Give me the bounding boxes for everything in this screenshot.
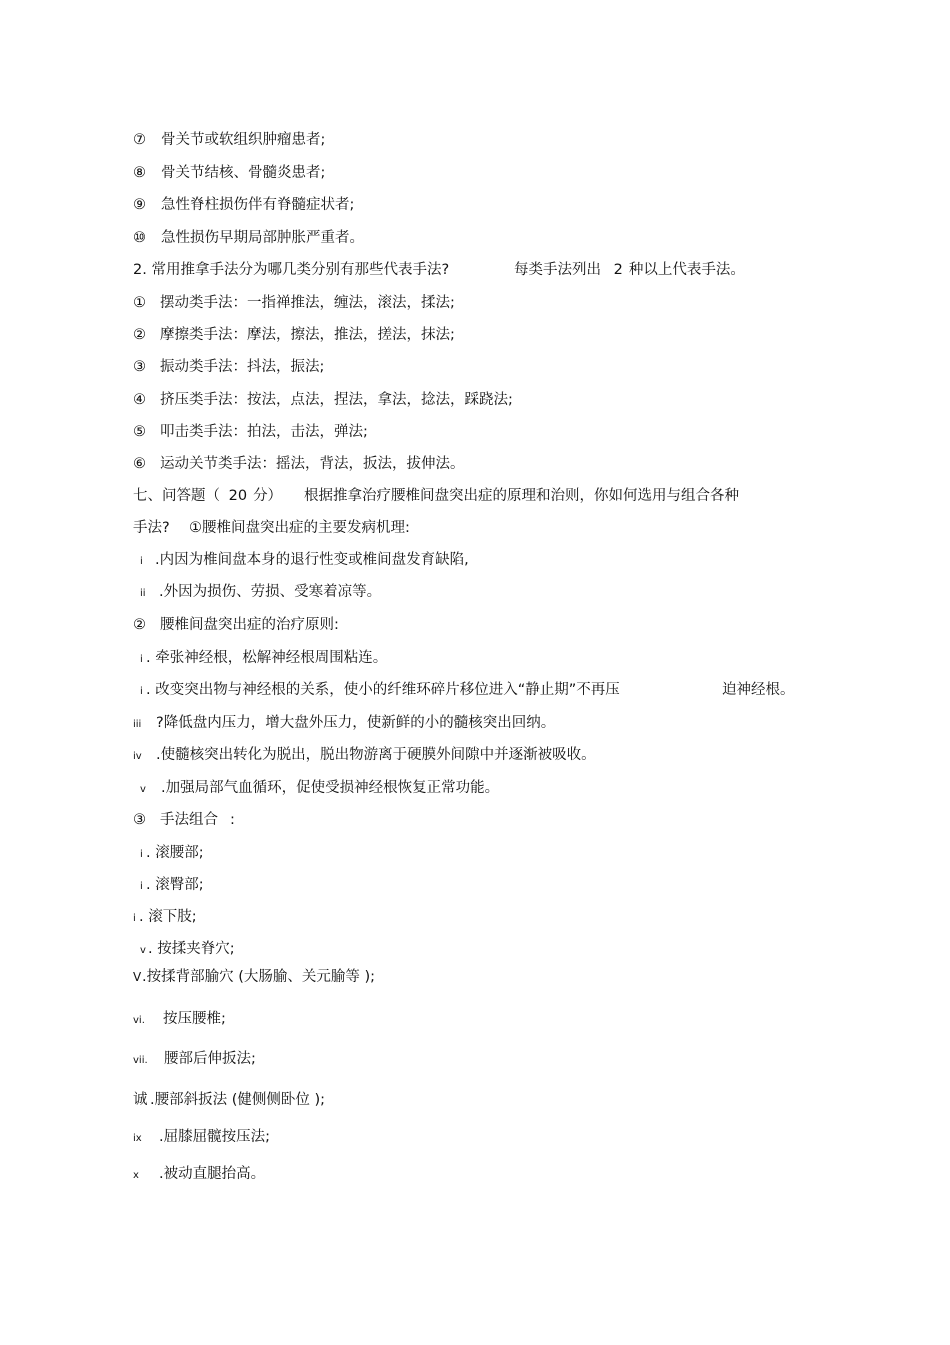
list-item	[133, 1090, 325, 1110]
list-item	[133, 293, 455, 313]
list-text: 运动关节类手法：摇法，背法，扳法，拔伸法。	[160, 456, 465, 472]
list-text: . 牵张神经根，松解神经根周围粘连。	[146, 650, 388, 666]
list-text: . 按揉夹脊穴;	[148, 941, 235, 957]
list-marker: ⑩	[133, 230, 146, 246]
list-text: . 滚腰部;	[146, 845, 204, 861]
question-text-tail: 手法?	[133, 520, 170, 536]
list-text: 骨关节结核、骨髓炎患者;	[161, 165, 326, 181]
question-continuation	[133, 518, 170, 538]
list-marker: V	[133, 970, 142, 984]
list-item	[140, 550, 469, 572]
list-marker: ⑥	[133, 456, 146, 472]
question-2-text: 2. 常用推拿手法分为哪几类分别有那些代表手法?	[133, 262, 450, 278]
list-text: 腰部后伸扳法;	[164, 1051, 256, 1067]
list-text: ?降低盘内压力，增大盘外压力，使新鲜的小的髓核突出回纳。	[156, 715, 556, 731]
list-item	[133, 357, 324, 377]
list-item	[133, 422, 368, 442]
part-title: 手法组合	[160, 812, 218, 828]
list-item-tail	[722, 680, 795, 700]
list-text: 摩擦类手法：摩法，擦法，推法，搓法，抹法;	[160, 327, 455, 343]
list-text: .按揉背部腧穴 (大肠腧、关元腧等 );	[142, 969, 376, 985]
list-item	[140, 582, 381, 604]
list-marker: iv	[133, 751, 142, 762]
list-text: 摆动类手法：一指禅推法，缠法，滚法，揉法;	[160, 295, 455, 311]
list-text: 叩击类手法：拍法，击法，弹法;	[160, 424, 368, 440]
part-title: ①腰椎间盘突出症的主要发病机理:	[189, 520, 410, 536]
section-heading-text: 七、问答题（	[133, 488, 220, 504]
list-text: 挤压类手法：按法，点法，捏法，拿法，捻法，踩跷法;	[160, 392, 513, 408]
list-marker: ②	[133, 327, 146, 343]
list-item	[140, 648, 387, 670]
list-text: . 滚下肢;	[139, 909, 197, 925]
list-text: .使髓核突出转化为脱出，脱出物游离于硬膜外间隙中并逐渐被吸收。	[156, 747, 596, 763]
list-marker: i	[140, 654, 143, 665]
section-7-heading	[133, 486, 282, 506]
list-marker: i	[140, 556, 143, 567]
section-heading-tail: 分）	[253, 488, 283, 504]
part-1-title	[189, 518, 410, 538]
list-marker: vi.	[133, 1015, 145, 1026]
list-marker: v	[140, 784, 146, 795]
part-3-title-line	[133, 810, 235, 830]
part-title-colon: :	[230, 812, 235, 828]
list-marker: ④	[133, 392, 146, 408]
list-text: . 滚臀部;	[146, 877, 204, 893]
list-marker: i	[133, 913, 136, 924]
list-item	[140, 939, 235, 961]
section-7-question	[304, 486, 739, 506]
list-marker: ix	[133, 1133, 142, 1144]
list-text: .内因为椎间盘本身的退行性变或椎间盘发育缺陷,	[155, 552, 469, 568]
list-item	[133, 1127, 270, 1149]
list-text: 急性损伤早期局部肿胀严重者。	[161, 230, 364, 246]
question-2-line	[133, 260, 449, 280]
list-text: .加强局部气血循环，促使受损神经根恢复正常功能。	[161, 780, 500, 796]
list-text: 急性脊柱损伤伴有脊髓症状者;	[161, 197, 355, 213]
list-marker: i	[140, 881, 143, 892]
list-item	[140, 778, 499, 800]
list-item	[133, 454, 465, 474]
list-marker: i	[140, 686, 143, 697]
list-text: 按压腰椎;	[163, 1011, 226, 1027]
list-marker: ⑨	[133, 197, 146, 213]
list-item	[133, 967, 375, 987]
list-item	[140, 875, 204, 897]
list-item	[133, 325, 455, 345]
list-item	[133, 195, 354, 215]
list-item	[133, 1049, 256, 1071]
list-item	[133, 390, 513, 410]
section-score: 20	[228, 488, 248, 504]
list-marker: ⑤	[133, 424, 146, 440]
list-marker: ②	[133, 617, 146, 633]
instruction-text-tail: 种以上代表手法。	[628, 262, 745, 278]
instruction-number: 2	[613, 262, 623, 278]
list-item	[133, 228, 364, 248]
list-item	[133, 163, 325, 183]
list-item	[133, 1164, 265, 1186]
list-text: .屈膝屈髋按压法;	[159, 1129, 270, 1145]
list-marker: i	[140, 849, 143, 860]
question-text: 根据推拿治疗腰椎间盘突出症的原理和治则，你如何选用与组合各种	[304, 488, 739, 504]
list-marker: iii	[133, 719, 142, 730]
list-marker: vii.	[133, 1055, 148, 1066]
list-text: .腰部斜扳法 (健侧侧卧位 );	[150, 1092, 326, 1108]
list-marker: ③	[133, 812, 146, 828]
list-text: .外因为损伤、劳损、受寒着凉等。	[159, 584, 382, 600]
list-marker: ⑧	[133, 165, 146, 181]
part-title: 腰椎间盘突出症的治疗原则:	[160, 617, 339, 633]
list-item	[140, 843, 204, 865]
list-text-tail: 迫神经根。	[722, 682, 795, 698]
list-marker: v	[140, 945, 146, 956]
list-text: 骨关节或软组织肿瘤患者;	[161, 132, 326, 148]
list-item	[133, 1009, 226, 1031]
list-item	[133, 713, 555, 735]
list-item	[133, 907, 197, 929]
list-text: .被动直腿抬高。	[159, 1166, 266, 1182]
list-marker: 诚	[133, 1092, 148, 1108]
list-item	[133, 745, 596, 767]
list-item	[140, 680, 620, 702]
instruction-text: 每类手法列出	[514, 262, 601, 278]
list-text: . 改变突出物与神经根的关系，使小的纤维环碎片移位进入“静止期”不再压	[146, 682, 620, 698]
question-2-instruction	[514, 260, 745, 280]
list-text: 振动类手法：抖法，振法;	[160, 359, 325, 375]
list-marker: ①	[133, 295, 146, 311]
list-marker: ⑦	[133, 132, 146, 148]
list-item	[133, 130, 325, 150]
list-marker: x	[133, 1170, 139, 1181]
part-2-title-line	[133, 615, 339, 635]
list-marker: ii	[140, 588, 146, 599]
list-marker: ③	[133, 359, 146, 375]
